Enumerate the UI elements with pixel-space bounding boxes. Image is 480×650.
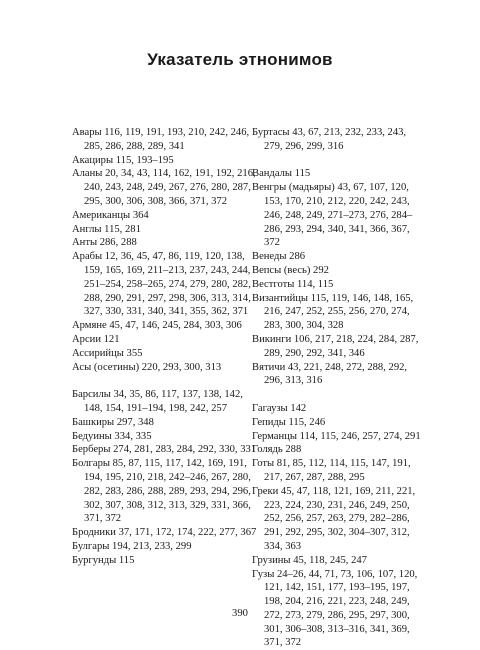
index-entry: Вепсы (весь) 292 bbox=[252, 264, 329, 276]
index-entry: Венгры (мадьяры) 43, 67, 107, 120, 153, 170, 210, 212, 220, 242, 243, 246, 248, 249, 271–273, 276, 284–286, 293, 294, 340, 341, 366, 367, 372 bbox=[252, 182, 413, 249]
index-entry: Асы (осетины) 220, 293, 300, 313 bbox=[72, 361, 222, 373]
index-entry: Вестготы 114, 115 bbox=[252, 278, 334, 290]
index-entry: Германцы 114, 115, 246, 257, 274, 291 bbox=[252, 430, 421, 442]
index-entry: Византийцы 115, 119, 146, 148, 165, 216, 247, 252, 255, 256, 270, 274, 283, 300, 304, 328 bbox=[252, 292, 414, 332]
index-entry: Болгары 85, 87, 115, 117, 142, 169, 191, 194, 195, 210, 218, 242–246, 267, 280, 282, 283, 286, 288, 289, 293, 294, 296, 302, 307, 308, 312, 313, 329, 331, 366, 371, 372 bbox=[72, 458, 251, 525]
index-entry: Гагаузы 142 bbox=[252, 402, 307, 414]
index-entry: Готы 81, 85, 112, 114, 115, 147, 191, 217, 267, 287, 288, 295 bbox=[252, 458, 411, 483]
index-entry: Акациры 115, 193–195 bbox=[72, 154, 174, 166]
index-entry: Буртасы 43, 67, 213, 232, 233, 243, 279, 296, 299, 316 bbox=[252, 127, 407, 152]
page-title: Указатель этнонимов bbox=[147, 50, 333, 69]
index-entry: Гузы 24–26, 44, 71, 73, 106, 107, 120, 121, 142, 151, 177, 193–195, 197, 198, 204, 216, 221, 223, 248, 249, 272, 273, 279, 286, 295, 297, 300, 301, 306–308, 313–316, 341, 369, 371, 372 bbox=[252, 568, 418, 649]
index-entry: Берберы 274, 281, 283, 284, 292, 330, 331 bbox=[72, 444, 257, 456]
index-entry: Вятичи 43, 221, 248, 272, 288, 292, 296, 313, 316 bbox=[252, 361, 408, 387]
index-entry: Ассирийцы 355 bbox=[72, 347, 143, 359]
index-entry: Аланы 20, 34, 43, 114, 162, 191, 192, 216, 240, 243, 248, 249, 267, 276, 280, 287, 295, 300, 306, 308, 366, 371, 372 bbox=[72, 168, 256, 207]
index-entry: Викинги 106, 217, 218, 224, 284, 287, 289, 290, 292, 341, 346 bbox=[252, 333, 419, 359]
index-column-left bbox=[72, 126, 262, 568]
index-entry: Армяне 45, 47, 146, 245, 284, 303, 306 bbox=[72, 320, 242, 332]
index-entry: Арсии 121 bbox=[72, 333, 120, 345]
index-column-right bbox=[252, 126, 427, 650]
index-entry: Барсилы 34, 35, 86, 117, 137, 138, 142, 148, 154, 191–194, 198, 242, 257 bbox=[72, 389, 243, 414]
index-entry: Анты 286, 288 bbox=[72, 237, 137, 249]
index-entry: Авары 116, 119, 191, 193, 210, 242, 246, 285, 286, 288, 289, 341 bbox=[72, 127, 250, 152]
index-entry: Бургунды 115 bbox=[72, 554, 135, 566]
index-entry: Бедуины 334, 335 bbox=[72, 430, 152, 442]
index-entry: Бродники 37, 171, 172, 174, 222, 277, 367 bbox=[72, 527, 257, 539]
index-entry: Американцы 364 bbox=[72, 209, 149, 221]
index-entry: Греки 45, 47, 118, 121, 169, 211, 221, 223, 224, 230, 231, 246, 249, 250, 252, 256, 257, 263, 279, 282–286, 291, 292, 295, 302, 304–307, 312, 334, 363 bbox=[252, 485, 416, 552]
index-entry: Арабы 12, 36, 45, 47, 86, 119, 120, 138, 159, 165, 169, 211–213, 237, 243, 244, 251–254, 258–265, 274, 279, 280, 282, 288, 290, 291, 297, 298, 306, 313, 314, 327, 330, 331, 340, 341, 355, 362, 371 bbox=[72, 251, 251, 318]
index-entry: Грузины 45, 118, 245, 247 bbox=[252, 554, 367, 566]
index-entry: Башкиры 297, 348 bbox=[72, 416, 154, 428]
index-entry: Вандалы 115 bbox=[252, 168, 311, 180]
index-entry: Булгары 194, 213, 233, 299 bbox=[72, 540, 192, 552]
index-entry: Венеды 286 bbox=[252, 251, 306, 263]
index-entry: Гепиды 115, 246 bbox=[252, 416, 326, 428]
page-number: 390 bbox=[232, 608, 248, 619]
index-entry: Англы 115, 281 bbox=[72, 223, 141, 235]
index-entry: Голядь 288 bbox=[252, 444, 302, 456]
